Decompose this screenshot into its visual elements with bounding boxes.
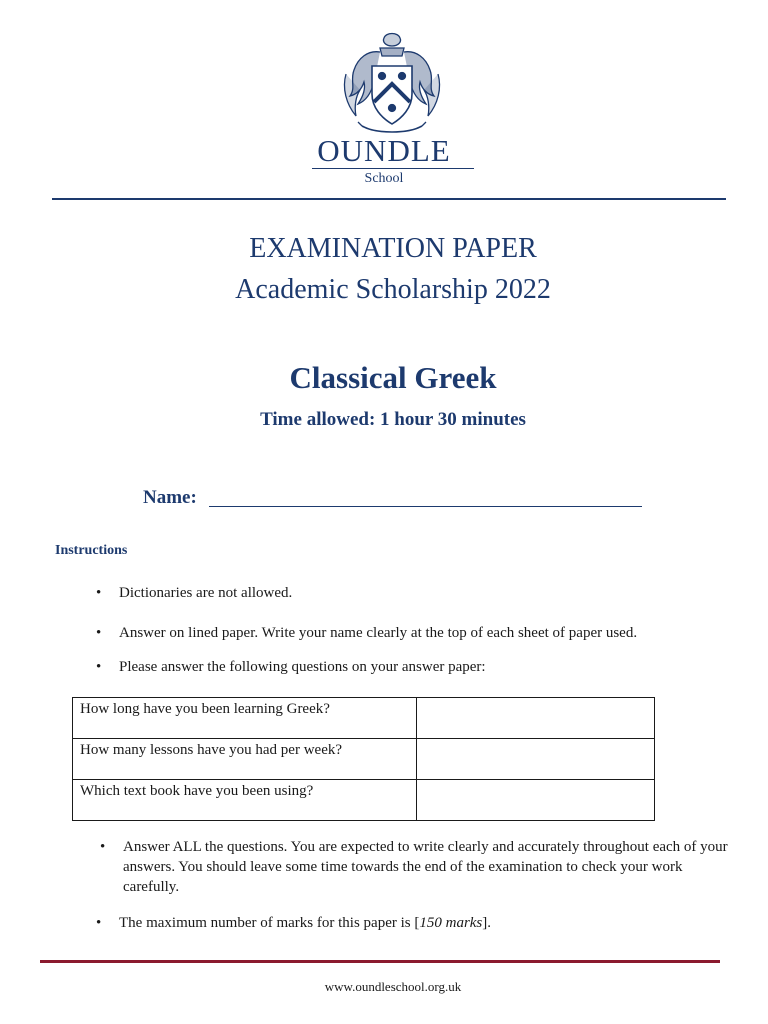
instruction-text: Dictionaries are not allowed. — [119, 585, 293, 601]
school-name: OUNDLE — [317, 133, 451, 168]
footer-divider — [40, 960, 720, 963]
answer-cell[interactable] — [416, 780, 654, 821]
exam-title: EXAMINATION PAPER — [249, 233, 537, 264]
header-divider — [52, 198, 726, 200]
time-allowed: Time allowed: 1 hour 30 minutes — [260, 409, 526, 430]
table-row — [73, 698, 655, 739]
bullet-icon: • — [96, 625, 102, 641]
marks-suffix: ]. — [482, 915, 492, 931]
bullet-icon: • — [96, 659, 102, 675]
question-cell: How many lessons have you had per week? — [73, 739, 417, 780]
question-cell: Which text book have you been using? — [73, 780, 417, 821]
marks-text — [119, 913, 491, 933]
answer-cell[interactable] — [416, 739, 654, 780]
question-cell: How long have you been learning Greek? — [73, 698, 417, 739]
subject-title: Classical Greek — [289, 360, 497, 395]
questions-table — [72, 697, 655, 821]
instruction-text: Please answer the following questions on your answer paper: — [119, 659, 486, 675]
exam-subtitle: Academic Scholarship 2022 — [235, 274, 551, 305]
school-name-underline — [312, 168, 474, 169]
bullet-icon: • — [96, 585, 102, 601]
bullet-icon: • — [100, 839, 106, 855]
school-subtitle: School — [364, 171, 404, 186]
bullet-icon: • — [96, 915, 102, 931]
marks-prefix: The maximum number of marks for this paper is [ — [119, 915, 420, 931]
table-row — [73, 739, 655, 780]
footer-url[interactable]: www.oundleschool.org.uk — [324, 979, 462, 994]
instructions-heading: Instructions — [55, 543, 128, 558]
instruction-text: Answer ALL the questions. You are expected to write clearly and accurately throughout each of your answers. You should leave some time towards the end of the examination to check your work carefully. — [123, 839, 728, 895]
table-row — [73, 780, 655, 821]
name-entry-line[interactable] — [209, 506, 642, 507]
answer-cell[interactable] — [416, 698, 654, 739]
school-crest-icon — [340, 30, 444, 136]
instruction-text: Answer on lined paper. Write your name clearly at the top of each sheet of paper used. — [119, 625, 638, 641]
name-label: Name: — [143, 487, 197, 508]
marks-value: 150 marks — [419, 915, 483, 931]
